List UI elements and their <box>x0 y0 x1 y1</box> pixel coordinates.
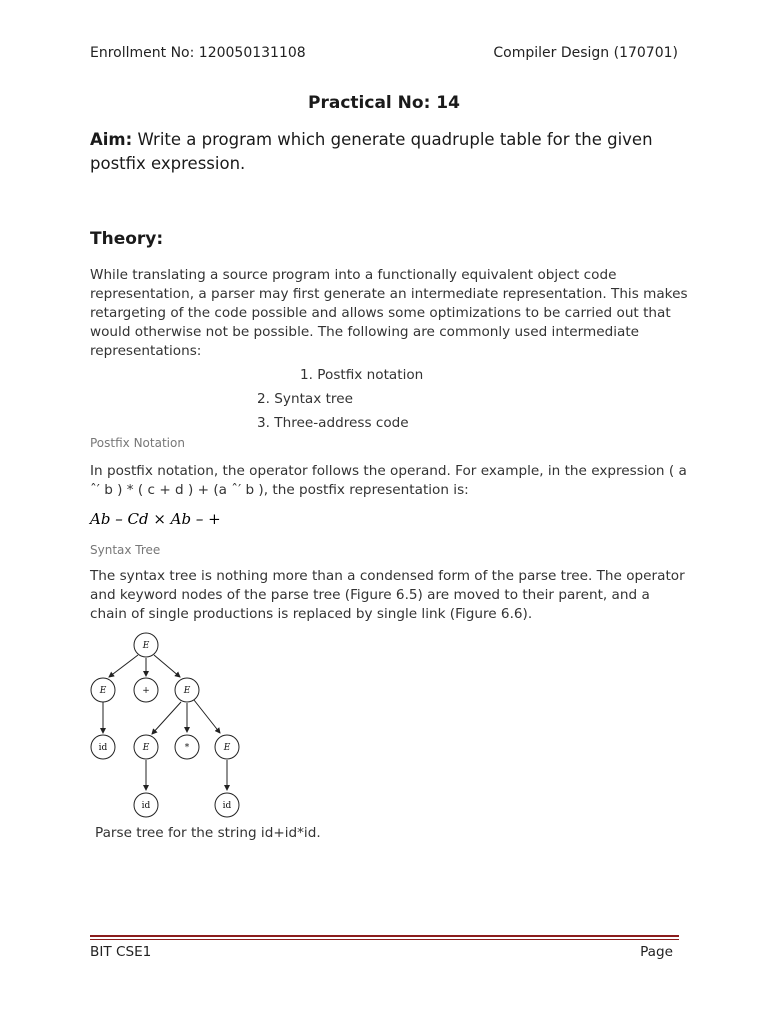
footer-divider <box>90 935 679 937</box>
footer-page: Page <box>640 944 673 960</box>
list-item: 2. Syntax tree <box>257 391 353 407</box>
node-label: E <box>223 743 231 753</box>
header-course: Compiler Design (170701) <box>493 45 678 61</box>
footer-divider <box>90 939 679 940</box>
node-label: E <box>99 686 107 696</box>
theory-heading: Theory: <box>90 229 164 249</box>
postfix-formula: Ab – Cd × Ab – + <box>90 510 221 528</box>
aim-text: Write a program which generate quadruple table for the given postfix expression. <box>90 130 653 173</box>
tree-edge <box>194 700 220 733</box>
footer-left: BIT CSE1 <box>90 944 152 960</box>
syntax-tree-text: The syntax tree is nothing more than a condensed form of the parse tree. The operator and keyword nodes of the parse tree (Figure 6.5) are moved to their parent, and a chain of single productions is replaced by single link (Figure 6.6). <box>90 568 685 622</box>
list-item: 1. Postfix notation <box>300 367 424 383</box>
syntax-tree-heading: Syntax Tree <box>90 543 161 557</box>
postfix-text: In postfix notation, the operator follows the operand. For example, in the expression ( a ˆ′ b ) * ( c + d ) + (a ˆ′ b ), the postfix representation is: <box>90 463 687 498</box>
parse-tree-diagram <box>85 625 255 825</box>
page-title: Practical No: 14 <box>308 93 460 113</box>
node-label: id <box>222 801 232 811</box>
node-label: E <box>142 743 150 753</box>
node-label: E <box>183 686 191 696</box>
node-label: id <box>98 743 108 753</box>
node-label: E <box>142 641 150 651</box>
list-item: 3. Three-address code <box>257 415 409 431</box>
tree-edge <box>152 702 181 734</box>
aim-section <box>90 128 690 176</box>
theory-intro: While translating a source program into a functionally equivalent object code representation, a parser may first generate an intermediate representation. This makes retargeting of the code possible and allows some optimizations to be carried out that would otherwise not be possible. The following are commonly used intermediate representations: <box>90 267 688 359</box>
aim-label: Aim: <box>90 130 133 149</box>
postfix-heading: Postfix Notation <box>90 436 185 450</box>
tree-edge <box>154 655 180 677</box>
tree-edge <box>109 655 138 677</box>
node-label: id <box>141 801 151 811</box>
figure-caption: Parse tree for the string id+id*id. <box>95 825 321 841</box>
node-label: * <box>184 743 190 753</box>
node-label: + <box>142 686 150 696</box>
header-enrollment: Enrollment No: 120050131108 <box>90 45 306 61</box>
